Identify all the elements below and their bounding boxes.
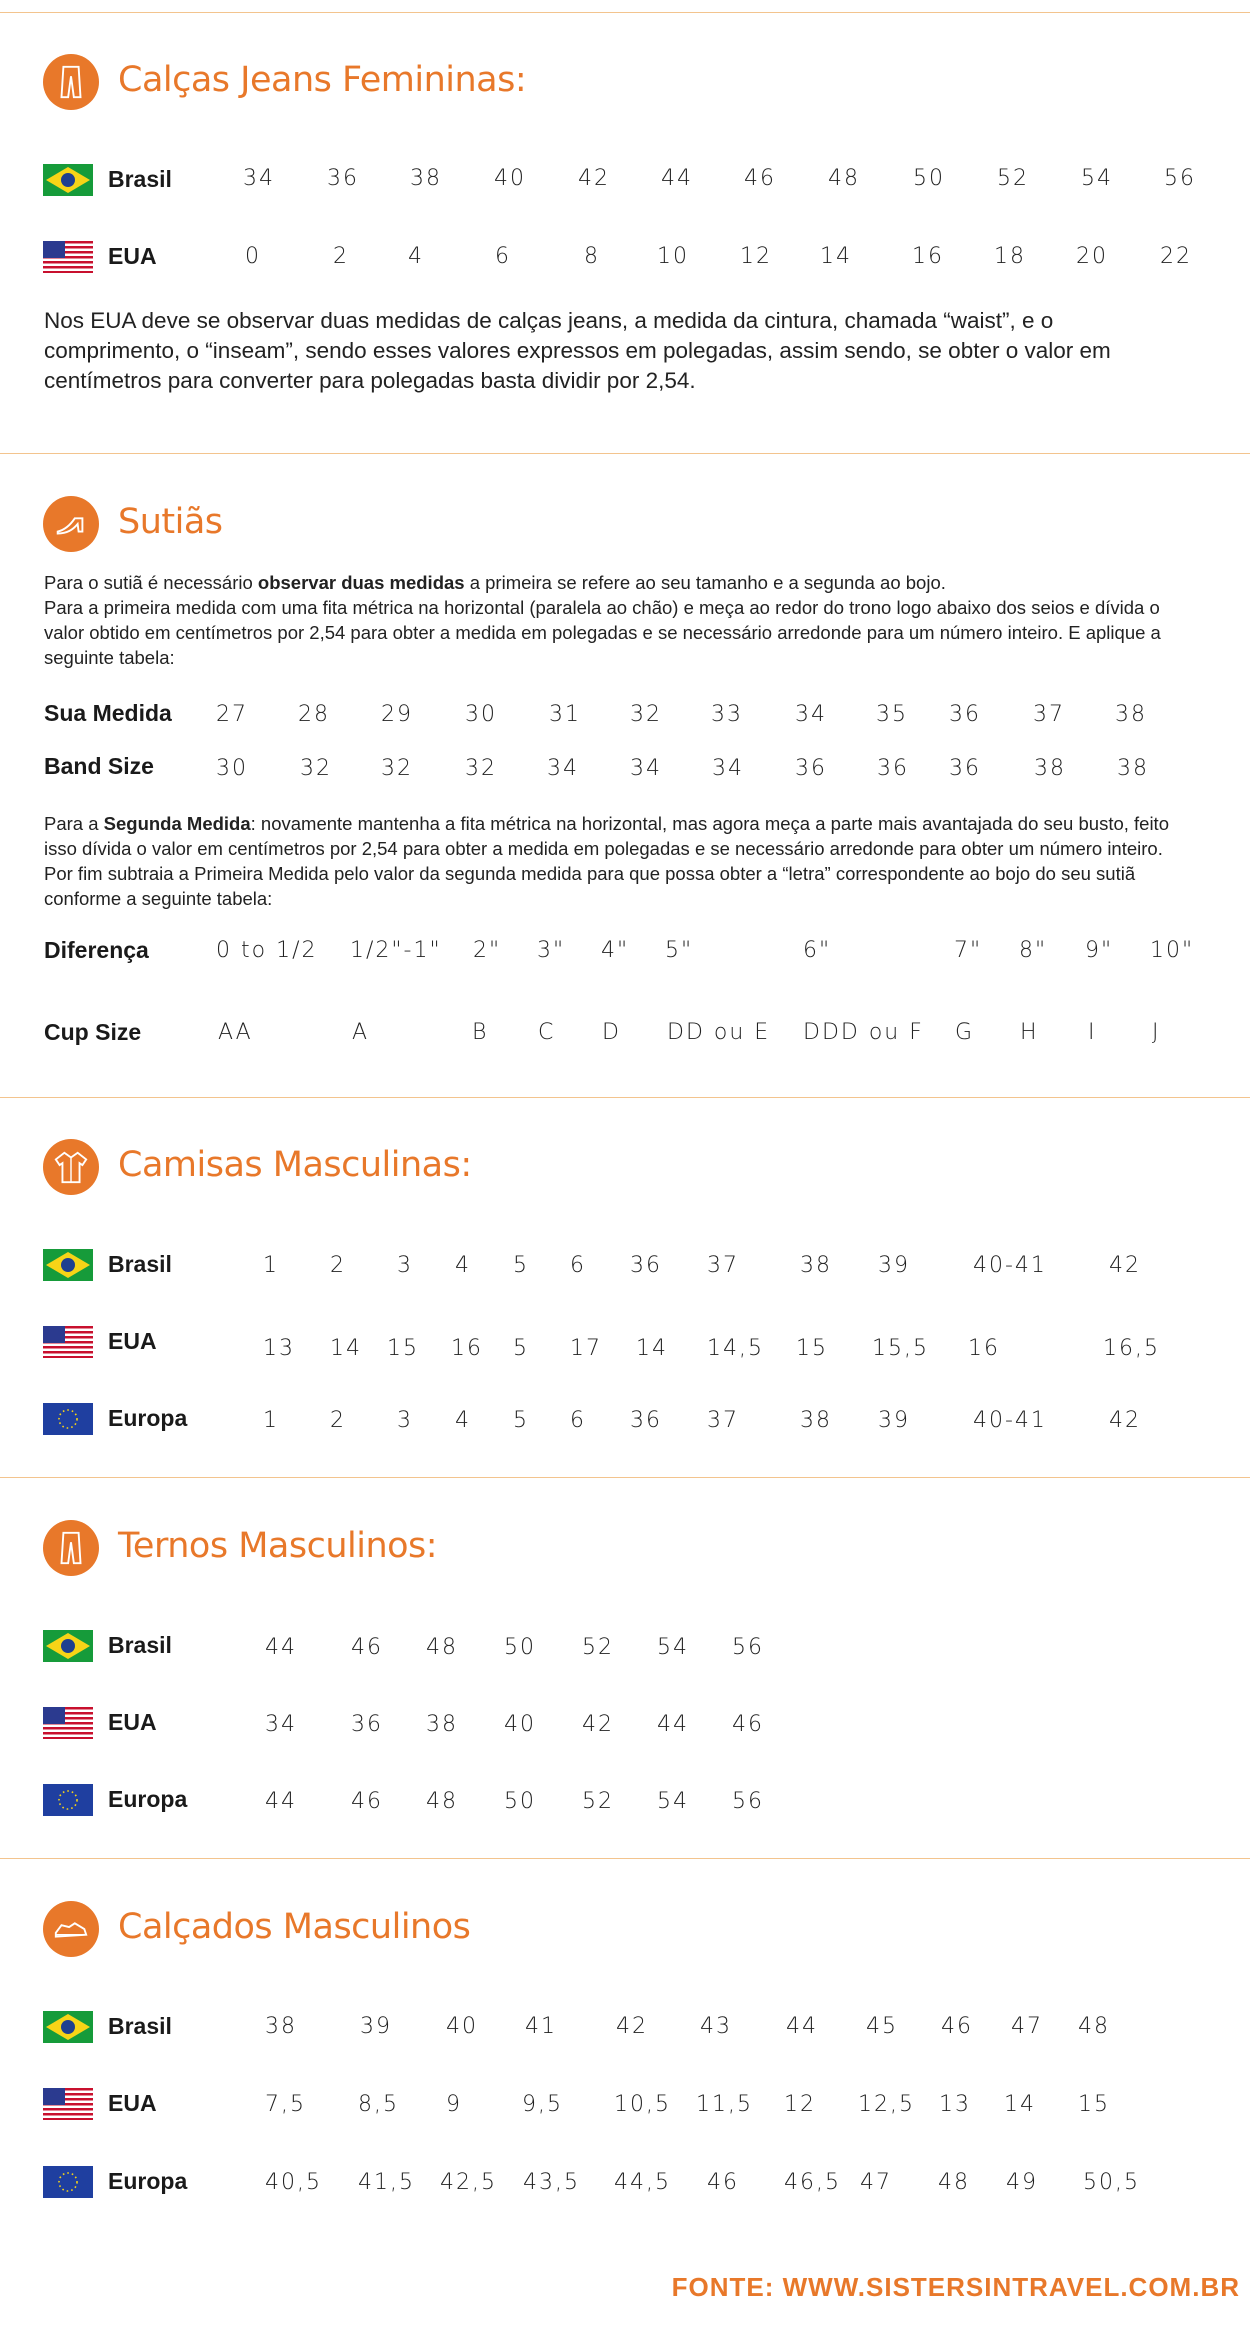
size-value: 48 — [1078, 2014, 1110, 2039]
size-value: 32 — [300, 756, 332, 781]
size-value: 38 — [410, 166, 442, 191]
footer-link[interactable]: WWW.SISTERSINTRAVEL.COM.BR — [782, 2272, 1240, 2302]
size-value: 0 — [245, 244, 261, 269]
intro-text: Para a primeira medida com uma fita métrica na horizontal (paralela ao chão) e meça ao redor do trono logo abaixo dos seios e dívida o valor obtido em centímetros por 2,54 para obter a medida em polegadas e se necessário arredonde para um número inteiro. E aplique a seguinte tabela: — [44, 597, 1161, 668]
size-value: G — [955, 1020, 975, 1045]
intro-bold: observar duas medidas — [257, 572, 465, 593]
size-value: 2 — [330, 1408, 346, 1433]
size-value: 6" — [803, 938, 832, 963]
size-value: 9,5 — [522, 2092, 563, 2117]
size-value: DD ou E — [667, 1020, 771, 1045]
pants-icon — [43, 1520, 99, 1576]
size-value: 36 — [949, 702, 981, 727]
size-value: 36 — [795, 756, 827, 781]
size-value: 36 — [351, 1712, 383, 1737]
size-value: 5" — [665, 938, 694, 963]
size-value: 9" — [1085, 938, 1114, 963]
size-value: H — [1020, 1020, 1039, 1045]
size-value: 15 — [387, 1336, 419, 1361]
size-value: 13 — [263, 1336, 295, 1361]
row-label: Band Size — [44, 753, 154, 779]
size-value: 49 — [1006, 2170, 1038, 2195]
size-value: 48 — [426, 1789, 458, 1814]
size-value: 43,5 — [523, 2170, 580, 2195]
section-divider — [0, 1858, 1250, 1859]
section-divider — [0, 1097, 1250, 1098]
size-value: 7" — [954, 938, 983, 963]
size-value: 37 — [1033, 702, 1065, 727]
footer-label: FONTE: — [671, 2272, 783, 2302]
row-label: EUA — [108, 1328, 157, 1354]
size-value: 50 — [913, 166, 945, 191]
size-value: 36 — [877, 756, 909, 781]
size-value: 8,5 — [358, 2092, 399, 2117]
size-value: 44 — [265, 1789, 297, 1814]
size-value: 31 — [549, 702, 581, 727]
eu-flag-icon — [43, 1403, 93, 1435]
bras-second-measure — [44, 811, 1174, 911]
size-value: C — [538, 1020, 556, 1045]
size-value: 1 — [263, 1253, 279, 1278]
size-value: J — [1152, 1020, 1161, 1045]
size-value: 40 — [446, 2014, 478, 2039]
size-value: 39 — [878, 1253, 910, 1278]
brazil-flag-icon — [43, 2011, 93, 2043]
row-label: Europa — [108, 1786, 188, 1812]
size-value: 4 — [455, 1408, 471, 1433]
size-value: 5 — [513, 1253, 529, 1278]
size-value: 1 — [263, 1408, 279, 1433]
size-value: 14 — [636, 1336, 668, 1361]
jeans-title: Calças Jeans Femininas: — [118, 60, 527, 100]
size-value: 42 — [1109, 1253, 1141, 1278]
size-value: 3 — [397, 1408, 413, 1433]
size-value: 52 — [582, 1789, 614, 1814]
size-value: 46 — [732, 1712, 764, 1737]
size-value: 34 — [795, 702, 827, 727]
size-value: 14 — [1004, 2092, 1036, 2117]
size-value: 8 — [584, 244, 600, 269]
size-value: 38 — [1117, 756, 1149, 781]
size-value: 18 — [994, 244, 1026, 269]
size-value: 38 — [1034, 756, 1066, 781]
size-value: 46 — [351, 1635, 383, 1660]
size-value: D — [602, 1020, 621, 1045]
size-value: 11,5 — [696, 2092, 753, 2117]
size-value: 14 — [820, 244, 852, 269]
size-value: 45 — [866, 2014, 898, 2039]
footer-source — [672, 2272, 1240, 2303]
size-value: 33 — [711, 702, 743, 727]
section-divider — [0, 1477, 1250, 1478]
eu-flag-icon — [43, 2166, 93, 2198]
intro-text: a primeira se refere ao seu tamanho e a segunda ao bojo. — [464, 572, 946, 593]
size-value: 38 — [800, 1408, 832, 1433]
size-value: 34 — [630, 756, 662, 781]
size-value: 22 — [1160, 244, 1192, 269]
size-value: 46,5 — [784, 2170, 841, 2195]
usa-flag-icon — [43, 241, 93, 273]
row-label: Brasil — [108, 1251, 172, 1277]
size-value: 42 — [582, 1712, 614, 1737]
second-text: : novamente mantenha a fita métrica na horizontal, mas agora meça a parte mais avantajada do seu busto, feito isso dívida o valor em centímetros por 2,54 para obter a medida em polegadas e se necessário arredonde para obter um número inteiro. Por fim subtraia a Primeira Medida pelo valor da segunda medida para que possa obter a “letra” correspondente ao bojo do seu sutiã conforme a seguinte tabela: — [44, 813, 1169, 909]
size-value: B — [472, 1020, 489, 1045]
usa-flag-icon — [43, 2088, 93, 2120]
size-value: 20 — [1076, 244, 1108, 269]
size-value: 52 — [997, 166, 1029, 191]
size-value: 50,5 — [1083, 2170, 1140, 2195]
row-label: Europa — [108, 1405, 188, 1431]
size-value: 6 — [495, 244, 511, 269]
size-value: 7,5 — [265, 2092, 306, 2117]
size-value: 42 — [578, 166, 610, 191]
size-value: 38 — [800, 1253, 832, 1278]
size-value: 27 — [216, 702, 248, 727]
size-value: 39 — [360, 2014, 392, 2039]
size-value: 38 — [265, 2014, 297, 2039]
size-value: 2" — [473, 938, 502, 963]
size-value: DDD ou F — [803, 1020, 924, 1045]
size-value: 34 — [547, 756, 579, 781]
size-value: 46 — [744, 166, 776, 191]
top-divider — [0, 12, 1250, 13]
brazil-flag-icon — [43, 1249, 93, 1281]
size-value: 2 — [330, 1253, 346, 1278]
size-value: 48 — [426, 1635, 458, 1660]
usa-flag-icon — [43, 1707, 93, 1739]
usa-flag-icon — [43, 1326, 93, 1358]
shirt-icon — [43, 1139, 99, 1195]
suits-title: Ternos Masculinos: — [118, 1526, 438, 1566]
size-value: 44 — [786, 2014, 818, 2039]
size-value: 15 — [1078, 2092, 1110, 2117]
size-value: 50 — [504, 1635, 536, 1660]
size-value: 34 — [712, 756, 744, 781]
size-value: 36 — [949, 756, 981, 781]
size-value: 56 — [1164, 166, 1196, 191]
bras-intro — [44, 570, 1174, 670]
sneaker-icon — [43, 1901, 99, 1957]
jeans-note: Nos EUA deve se observar duas medidas de calças jeans, a medida da cintura, chamada “waist”, e o comprimento, o “inseam”, sendo esses valores expressos em polegadas, assim sendo, se obter o valor em centímetros para converter para polegadas basta dividir por 2,54. — [44, 308, 1111, 393]
shirts-title: Camisas Masculinas: — [118, 1145, 472, 1185]
row-label: Brasil — [108, 2013, 172, 2039]
size-value: 50 — [504, 1789, 536, 1814]
size-value: 1/2"-1" — [350, 938, 442, 963]
size-value: 4 — [408, 244, 424, 269]
size-value: 41 — [525, 2014, 557, 2039]
size-value: 6 — [570, 1253, 586, 1278]
size-value: 36 — [327, 166, 359, 191]
size-value: 47 — [860, 2170, 892, 2195]
size-value: 38 — [426, 1712, 458, 1737]
size-value: 5 — [513, 1336, 529, 1361]
size-value: 16 — [912, 244, 944, 269]
size-value: 43 — [700, 2014, 732, 2039]
size-value: 52 — [582, 1635, 614, 1660]
row-label: Diferença — [44, 937, 149, 963]
size-value: AA — [218, 1020, 253, 1045]
size-value: 56 — [732, 1635, 764, 1660]
size-value: 3" — [537, 938, 566, 963]
pants-icon — [43, 54, 99, 110]
size-value: I — [1088, 1020, 1097, 1045]
size-value: 8" — [1019, 938, 1048, 963]
row-label: Europa — [108, 2168, 188, 2194]
row-label: EUA — [108, 1709, 157, 1735]
row-label: Brasil — [108, 166, 172, 192]
row-label: Brasil — [108, 1632, 172, 1658]
size-value: 32 — [381, 756, 413, 781]
size-value: 35 — [876, 702, 908, 727]
shoes-title: Calçados Masculinos — [118, 1907, 471, 1947]
size-value: 2 — [333, 244, 349, 269]
size-value: 13 — [939, 2092, 971, 2117]
size-value: 32 — [465, 756, 497, 781]
size-value: 40-41 — [973, 1253, 1047, 1278]
size-value: 54 — [1081, 166, 1113, 191]
size-value: 28 — [298, 702, 330, 727]
size-value: 40 — [494, 166, 526, 191]
size-value: 48 — [828, 166, 860, 191]
size-value: 9 — [446, 2092, 462, 2117]
size-value: 10" — [1150, 938, 1195, 963]
size-value: 56 — [732, 1789, 764, 1814]
size-value: 42,5 — [440, 2170, 497, 2195]
bras-title: Sutiãs — [118, 502, 223, 542]
second-bold: Segunda Medida — [103, 813, 251, 834]
size-value: 44,5 — [614, 2170, 671, 2195]
size-value: 4 — [455, 1253, 471, 1278]
size-value: 36 — [630, 1253, 662, 1278]
size-value: 40,5 — [265, 2170, 322, 2195]
size-value: 54 — [657, 1789, 689, 1814]
size-value: 37 — [707, 1253, 739, 1278]
size-value: 41,5 — [358, 2170, 415, 2195]
brazil-flag-icon — [43, 164, 93, 196]
size-value: 47 — [1011, 2014, 1043, 2039]
row-label: EUA — [108, 243, 157, 269]
size-value: 39 — [878, 1408, 910, 1433]
size-value: 12 — [740, 244, 772, 269]
size-value: 37 — [707, 1408, 739, 1433]
size-value: 16 — [451, 1336, 483, 1361]
size-value: 10 — [657, 244, 689, 269]
size-value: 44 — [657, 1712, 689, 1737]
size-value: 46 — [707, 2170, 739, 2195]
row-label: Cup Size — [44, 1019, 142, 1045]
size-value: 44 — [265, 1635, 297, 1660]
size-value: 3 — [397, 1253, 413, 1278]
size-value: 4" — [601, 938, 630, 963]
size-value: 16 — [968, 1336, 1000, 1361]
size-value: 42 — [616, 2014, 648, 2039]
size-value: 0 to 1/2 — [216, 938, 318, 963]
size-value: 32 — [630, 702, 662, 727]
size-value: 54 — [657, 1635, 689, 1660]
size-value: 29 — [381, 702, 413, 727]
size-value: A — [352, 1020, 370, 1045]
size-value: 40-41 — [973, 1408, 1047, 1433]
row-label: EUA — [108, 2090, 157, 2116]
size-value: 5 — [513, 1408, 529, 1433]
size-value: 14 — [330, 1336, 362, 1361]
intro-text: Para o sutiã é necessário — [44, 572, 258, 593]
row-label: Sua Medida — [44, 700, 172, 726]
size-value: 30 — [216, 756, 248, 781]
size-value: 42 — [1109, 1408, 1141, 1433]
eu-flag-icon — [43, 1784, 93, 1816]
size-value: 17 — [570, 1336, 602, 1361]
section-divider — [0, 453, 1250, 454]
size-value: 10,5 — [614, 2092, 671, 2117]
size-value: 44 — [661, 166, 693, 191]
size-value: 38 — [1115, 702, 1147, 727]
size-value: 34 — [243, 166, 275, 191]
size-value: 48 — [938, 2170, 970, 2195]
size-value: 36 — [630, 1408, 662, 1433]
heel-shoe-icon — [43, 496, 99, 552]
size-value: 15 — [796, 1336, 828, 1361]
size-value: 16,5 — [1103, 1336, 1160, 1361]
second-text: Para a — [44, 813, 104, 834]
size-value: 6 — [570, 1408, 586, 1433]
size-value: 12 — [784, 2092, 816, 2117]
size-value: 14,5 — [707, 1336, 764, 1361]
size-value: 15,5 — [872, 1336, 929, 1361]
size-value: 46 — [941, 2014, 973, 2039]
size-value: 34 — [265, 1712, 297, 1737]
size-value: 12,5 — [858, 2092, 915, 2117]
brazil-flag-icon — [43, 1630, 93, 1662]
size-value: 40 — [504, 1712, 536, 1737]
size-value: 46 — [351, 1789, 383, 1814]
size-value: 30 — [465, 702, 497, 727]
